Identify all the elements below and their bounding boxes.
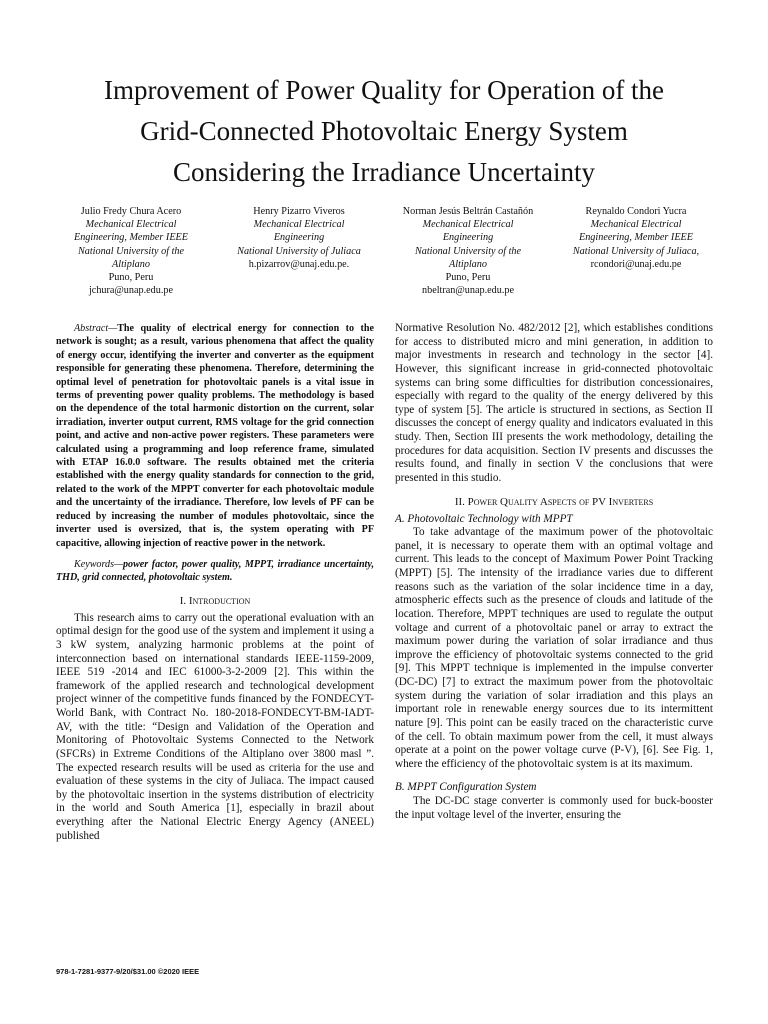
author-dept: Engineering bbox=[442, 232, 494, 244]
author-city: Puno, Peru bbox=[108, 272, 154, 284]
subsection-text-mppt-configuration: The DC-DC stage converter is commonly used for buck-booster the input voltage level of the inverter, ensuring the bbox=[395, 795, 713, 821]
keywords-label: Keywords— bbox=[74, 558, 123, 570]
author-email: nbeltran@unap.edu.pe bbox=[422, 285, 514, 297]
author-dept: Mechanical Electrical bbox=[253, 219, 345, 231]
author-dept: Mechanical Electrical bbox=[590, 219, 682, 231]
author-university: National University of the bbox=[77, 245, 185, 257]
author-dept: Engineering, Member IEEE bbox=[578, 232, 693, 244]
title-line: Considering the Irradiance Uncertainty bbox=[172, 157, 596, 187]
subsection-heading-mppt-technology: A. Photovoltaic Technology with MPPT bbox=[395, 512, 573, 525]
introduction-continued-text: Normative Resolution No. 482/2012 [2], which establishes conditions for access to distributed micro and mini generation, in addition to major investments in research and technology in the sector [4]. However, this significant increase in grid-connected photovoltaic systems can bring some difficulties for distribution concessionaires, especially with regard to the quality of the energy delivered by this type of system [5]. The article is structured in sections, as Section II discusses the concept of energy quality and indicators evaluated in this study. Then, Section III presents the work methodology, detailing the procedures for data acquisition. Section IV presents and discusses the results found, and finally in section V the conclusions that were presented in this studio. bbox=[395, 322, 713, 484]
introduction-text: This research aims to carry out the operational evaluation with an optimal design for the good use of the system and implement it using a 3 kW system, analyzing harmonic problems at the point of interconnection based on international standards IEEE-1159-2009, IEEE 519 -2014 and IEC 61000-3-2-2009 [2]. This within the framework of the applied research and technological development project winner of the competitive funds financed by the FONDECYT-World Bank, with Contract No. 180-2018-FONDECYT-BM-IADT-AV, with the title: “Design and Validation of the Operation and Monitoring of Photovoltaic Systems Connected to the Network (SFCRs) in Extreme Conditions of the Altiplano over 3800 masl ”. The expected research results will be used as criteria for the use and evaluation of these systems in the city of Juliaca. The impact caused by the photovoltaic insertion in the systems distribution of electricity in the world and South America [1], especially in brazil about everything after the National Electric Energy Agency (ANEEL) published bbox=[56, 611, 374, 842]
author-university: National University of Juliaca, bbox=[572, 245, 700, 257]
author-name: Henry Pizarro Viveros bbox=[253, 206, 345, 217]
author-university: Altiplano bbox=[112, 258, 150, 270]
section-heading-power-quality: II. Power Quality Aspects of PV Inverters bbox=[454, 495, 654, 508]
author-block-4 bbox=[556, 205, 716, 271]
author-block-1 bbox=[56, 205, 206, 297]
abstract-label: Abstract— bbox=[74, 323, 118, 334]
section-heading-introduction: I. Introduction bbox=[179, 594, 251, 607]
author-block-2 bbox=[219, 205, 379, 271]
author-email: rcondori@unaj.edu.pe bbox=[590, 258, 682, 270]
abstract bbox=[56, 322, 374, 550]
abstract-text: The quality of electrical energy for connection to the network is sought; as a result, various phenomena that affect the quality of energy occur, identifying the inverter and converter as the equipment responsible for generating these phenomena. Therefore, determining the optimal level of penetration for photovoltaic panels is a vital issue in terms of preventing power quality problems. The methodology is based on the dependence of the total harmonic distortion on the current, solar irradiation, inverter output current, RMS voltage for the grid connection point, and active and non-active power registers. These parameters were calculated using a programming and loop reference frame, simulated with ETAP 16.0.0 software. The results obtained met the criteria established with the energy quality standards for connection to the grid, related to the work of the MPPT converter for each photovoltaic module and the uncertainty of the irradiance. Therefore, low levels of PF can be reduced by increasing the number of modules photovoltaic, since the inverter used is oversized, that is, the system operating with PF capacitive, allowing injection of reactive power in the network. bbox=[56, 323, 374, 549]
author-university: National University of Juliaca bbox=[237, 245, 361, 257]
copyright-footer: 978-1-7281-9377-9/20/$31.00 ©2020 IEEE bbox=[56, 967, 200, 976]
author-name: Reynaldo Condori Yucra bbox=[585, 206, 687, 217]
author-block-3 bbox=[388, 205, 548, 297]
author-name: Julio Fredy Chura Acero bbox=[80, 206, 182, 217]
author-dept: Engineering bbox=[273, 232, 325, 244]
keywords bbox=[56, 558, 374, 585]
author-dept: Mechanical Electrical bbox=[85, 219, 177, 231]
author-email: jchura@unap.edu.pe bbox=[88, 285, 174, 297]
author-university: National University of the bbox=[414, 245, 522, 257]
author-name: Norman Jesús Beltrán Castañón bbox=[402, 206, 534, 217]
subsection-text-mppt-technology: To take advantage of the maximum power of the photovoltaic panel, it is necessary to operate them with an optimal voltage and current. This leads to the concept of Maximum Power Point Tracking (MPPT) [5]. The intensity of the irradiance varies due to different reasons such as the variation of the solar incidence time in a day, atmospheric effects such as the presence of clouds and latitude of the location. Therefore, MPPT techniques are used to regulate the output voltage and current of a photovoltaic panel or array to extract the maximum power during the variation of solar irradiance and thus improve the efficiency of photovoltaic systems connected to the grid [9]. This MPPT technique is implemented in the impulse converter (DC-DC) [7] to extract the maximum power from the photovoltaic system during the variation of solar irradiation and this plays an important role in renewable energy sources due to its intermittent nature [9]. This point can be easily traced on the characteristic curve of the cell. To obtain maximum power from the cell, it must always operate at a point on the power voltage curve (P-V), [6]. See Fig. 1, where the efficiency of the photovoltaic system is at its maximum. bbox=[395, 526, 713, 770]
author-university: Altiplano bbox=[449, 258, 487, 270]
author-dept: Engineering, Member IEEE bbox=[73, 232, 188, 244]
paper-title bbox=[40, 70, 728, 193]
author-city: Puno, Peru bbox=[445, 272, 491, 284]
keywords-text: power factor, power quality, MPPT, irradiance uncertainty, THD, grid connected, photovoltaic system. bbox=[56, 558, 374, 584]
subsection-heading-mppt-configuration: B. MPPT Configuration System bbox=[395, 781, 537, 794]
author-email: h.pizarrov@unaj.edu.pe. bbox=[248, 258, 350, 270]
title-line: Grid-Connected Photovoltaic Energy System bbox=[140, 116, 628, 146]
left-column bbox=[56, 322, 374, 843]
right-column bbox=[395, 322, 713, 822]
author-dept: Mechanical Electrical bbox=[422, 219, 514, 231]
title-line: Improvement of Power Quality for Operation of the bbox=[103, 75, 665, 105]
